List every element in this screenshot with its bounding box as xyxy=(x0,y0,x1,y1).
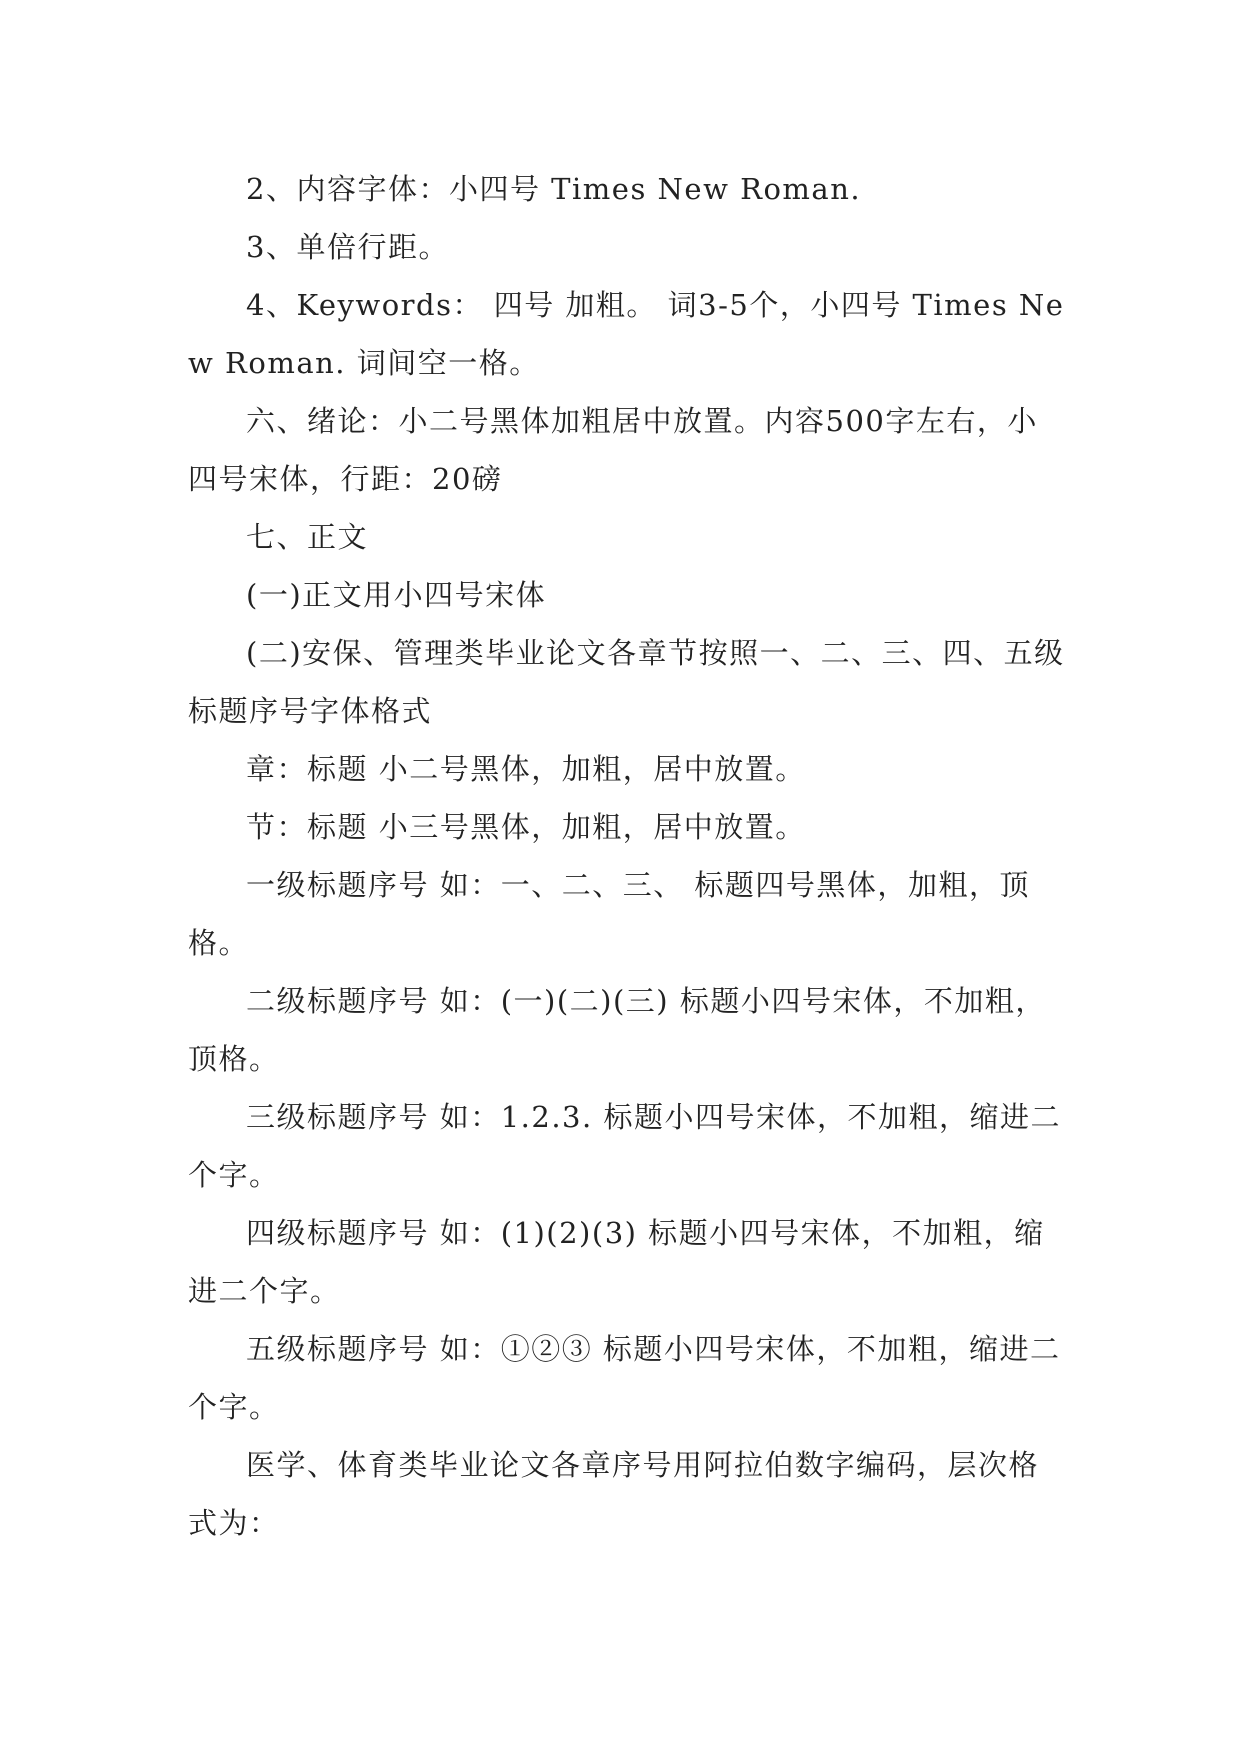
paragraph-body-font: (一)正文用小四号宋体 xyxy=(246,578,547,612)
paragraph-level3-heading: 三级标题序号 如：1.2.3. 标题小四号宋体，不加粗，缩进二个字。 xyxy=(188,1100,1061,1192)
paragraph-heading-levels: (二)安保、管理类毕业论文各章节按照一、二、三、四、五级标题序号字体格式 xyxy=(188,636,1065,728)
paragraph-line-spacing: 3、单倍行距。 xyxy=(246,230,449,264)
paragraph-level2-heading: 二级标题序号 如：(一)(二)(三) 标题小四号宋体，不加粗，顶格。 xyxy=(188,984,1046,1076)
paragraph-keywords: 4、Keywords： 四号 加粗。 词3-5个，小四号 Times New Roman. 词间空一格。 xyxy=(188,288,1065,380)
paragraph-content-font: 2、内容字体：小四号 Times New Roman. xyxy=(246,172,862,206)
document-body xyxy=(188,160,1068,1552)
paragraph-level4-heading: 四级标题序号 如：(1)(2)(3) 标题小四号宋体，不加粗，缩进二个字。 xyxy=(188,1216,1045,1308)
paragraph-main-text-heading: 七、正文 xyxy=(246,520,369,554)
paragraph-level5-heading: 五级标题序号 如：①②③ 标题小四号宋体，不加粗，缩进二个字。 xyxy=(188,1332,1061,1424)
paragraph-section-format: 节：标题 小三号黑体，加粗，居中放置。 xyxy=(246,810,806,844)
paragraph-level1-heading: 一级标题序号 如：一、二、三、 标题四号黑体，加粗，顶格。 xyxy=(188,868,1030,960)
paragraph-introduction: 六、绪论：小二号黑体加粗居中放置。内容500字左右，小四号宋体，行距：20磅 xyxy=(188,404,1038,496)
paragraph-chapter-format: 章：标题 小二号黑体，加粗，居中放置。 xyxy=(246,752,806,786)
paragraph-medical-sports-format: 医学、体育类毕业论文各章序号用阿拉伯数字编码，层次格式为： xyxy=(188,1448,1040,1540)
